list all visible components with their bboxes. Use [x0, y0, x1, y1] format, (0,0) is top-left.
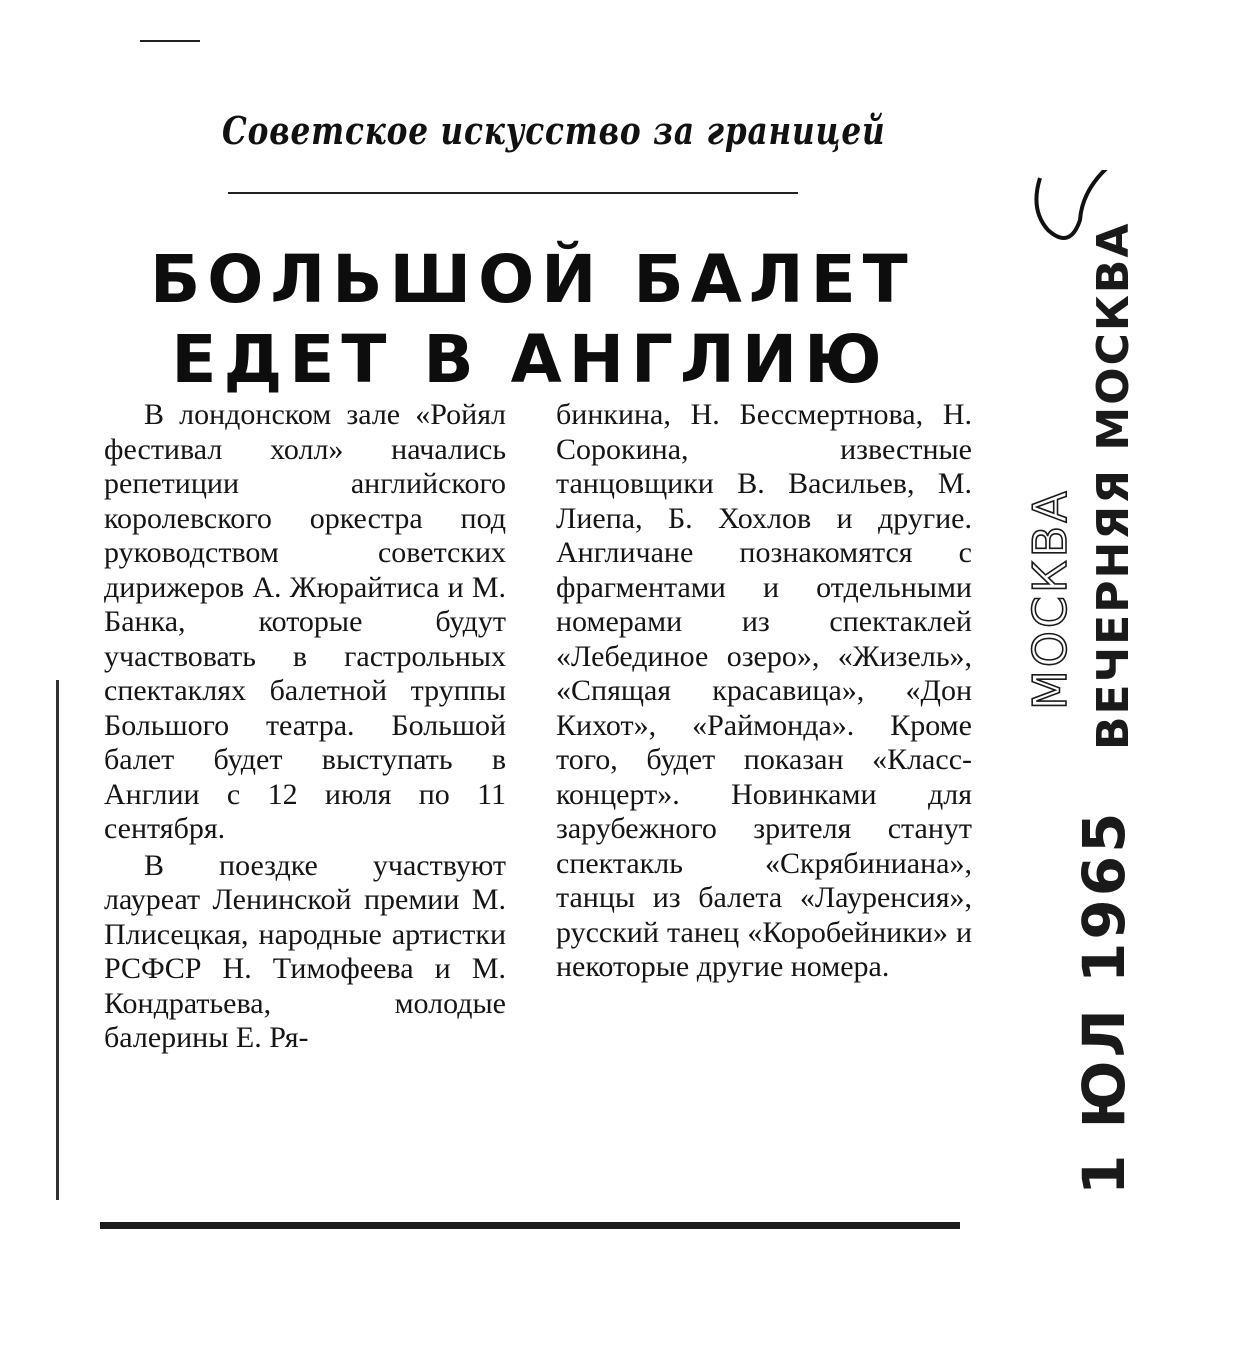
stamp-masthead — [1082, 210, 1139, 750]
article-column-right — [556, 398, 972, 985]
article-paragraph: бинкина, Н. Бессмертнова, Н. Сорокина, известные танцовщики В. Васильев, М. Лиепа, Б. Хохлов и другие. Англичане познакомятся с фрагментами и отдельными номерами из спектаклей «Лебединое озеро», «Жизель», «Спящая красавица», «Дон Кихот», «Раймонда». Кроме того, будет показан «Класс-концерт». Новинками для зарубежного зрителя станут спектакль «Скрябиниана», танцы из балета «Лауренсия», русский танец «Коробейники» и некоторые другие номера. — [556, 398, 972, 983]
archive-stamp — [1020, 170, 1140, 1200]
bottom-rule — [100, 1222, 960, 1229]
svg-text:МОСКВА: МОСКВА — [1023, 488, 1077, 710]
top-rule — [140, 40, 200, 42]
clipping-edge-line — [56, 680, 59, 1200]
svg-text:ВЕЧЕРНЯЯ МОСКВА: ВЕЧЕРНЯЯ МОСКВА — [1088, 221, 1139, 750]
headline — [150, 240, 915, 400]
article-paragraph: В поездке участвуют лауреат Ленинской премии М. Плисецкая, народные артистки РСФСР Н. Тимофеева и М. Кондратьева, молодые балерины Е. Ря- — [104, 848, 506, 1054]
rubric-underline — [228, 192, 798, 194]
headline-line-1: БОЛЬШОЙ БАЛЕТ — [150, 241, 915, 318]
stamp-graphic — [1020, 170, 1140, 1200]
article-paragraph: В лондонском зале «Ройял фестивал холл» начались репетиции английского королевского оркестра под руководством советских дирижеров А. Жюрайтиса и М. Банка, которые будут участвовать в гастрольных спектаклях балетной труппы Большого театра. Большой балет будет выступать в Англии с 12 июля по 11 сентября. — [104, 398, 506, 845]
svg-text:1 ЮЛ 1965: 1 ЮЛ 1965 — [1070, 809, 1138, 1195]
section-rubric: Советское искусство за границей — [222, 108, 886, 153]
article-column-left — [104, 398, 506, 1056]
headline-line-2: ЕДЕТ В АНГЛИЮ — [171, 321, 889, 398]
